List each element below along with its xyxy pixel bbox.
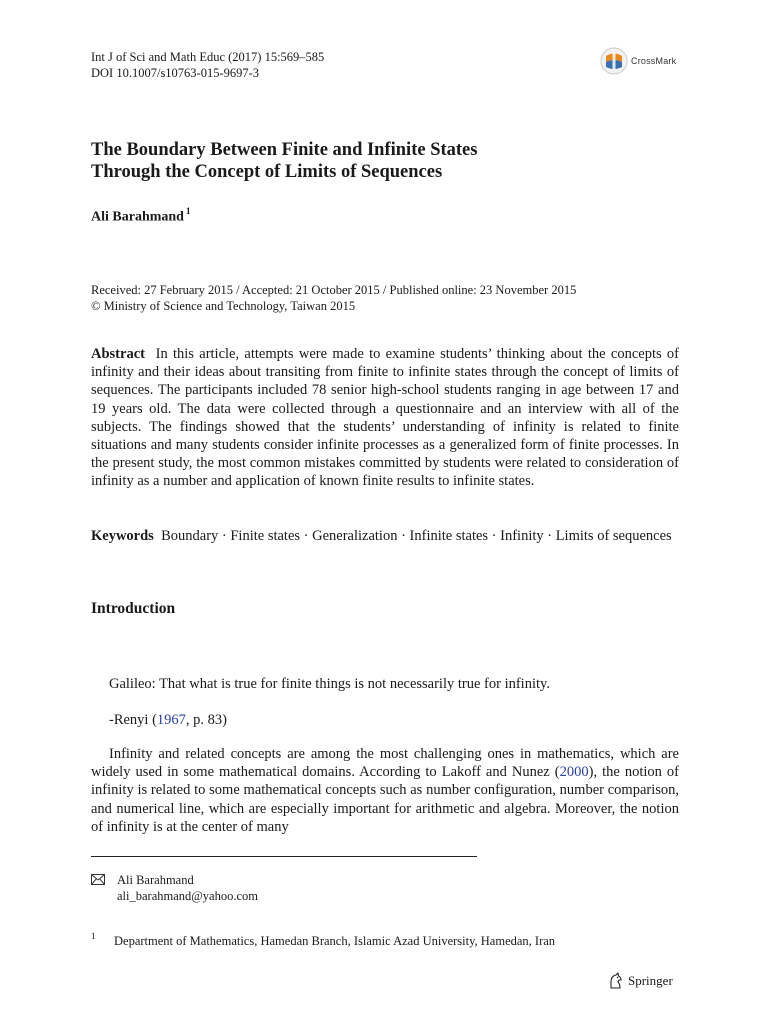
section-heading-introduction: Introduction bbox=[91, 600, 176, 617]
paper-title bbox=[91, 139, 477, 183]
publisher-logo bbox=[608, 972, 673, 990]
affiliation-footnote-marker: 1 bbox=[91, 931, 96, 941]
envelope-icon bbox=[91, 874, 105, 885]
intro-text-part-2: ), the notion of infinity is related to some mathematical concepts such as number configuration, number comparison, and numerical line, which are especially important for arithmetic and algebra. Moreover, the notion of infinity is at the center of many bbox=[91, 764, 680, 835]
epigraph-source bbox=[109, 712, 227, 729]
contact-name: Ali Barahmand bbox=[117, 873, 194, 887]
affiliation-footnote: Department of Mathematics, Hamedan Branch, Islamic Azad University, Hamedan, Iran bbox=[114, 934, 556, 948]
author-name: Ali Barahmand bbox=[91, 209, 184, 225]
author-affiliation-marker: 1 bbox=[185, 206, 191, 216]
keywords-label: Keywords bbox=[91, 528, 154, 544]
author-line bbox=[91, 207, 190, 226]
title-line-1: The Boundary Between Finite and Infinite States bbox=[91, 140, 478, 160]
copyright-line: © Ministry of Science and Technology, Taiwan 2015 bbox=[91, 299, 356, 313]
publisher-name: Springer bbox=[628, 973, 673, 988]
abstract-text: In this article, attempts were made to examine students’ thinking about the concepts of infinity and their ideas about transiting from finite to infinite states through the concept of limits of sequences. The participants included 78 senior high-school students ranging in age between 17 and 19 years old. The data were collected through a questionnaire and an interview with all of the subjects. The findings showed that the students’ understanding of infinity is related to finite situations and many students consider infinite processes as a generalized form of finite processes. In the present study, the most common mistakes committed by students were related to consideration of infinity as a number and application of known finite results to infinite states. bbox=[91, 346, 680, 490]
journal-line: Int J of Sci and Math Educ (2017) 15:569–585 bbox=[91, 50, 325, 64]
intro-text-part-1: Infinity and related concepts are among the most challenging ones in mathematics, which are widely used in some mathematical domains. According to Lakoff and Nunez ( bbox=[91, 746, 679, 781]
citation-link-lakoff-2000[interactable]: 2000 bbox=[559, 764, 589, 781]
abstract bbox=[91, 345, 679, 491]
contact-email[interactable]: ali_barahmand@yahoo.com bbox=[117, 889, 258, 903]
title-line-2: Through the Concept of Limits of Sequences bbox=[91, 162, 443, 182]
crossmark-label: CrossMark bbox=[631, 56, 677, 66]
epigraph-quote: Galileo: That what is true for finite things is not necessarily true for infinity. bbox=[109, 676, 550, 692]
intro-paragraph bbox=[91, 745, 679, 836]
quote-source-prefix: -Renyi ( bbox=[109, 712, 157, 728]
springer-horse-icon bbox=[608, 972, 624, 990]
abstract-label: Abstract bbox=[91, 346, 145, 362]
keywords bbox=[91, 527, 679, 545]
crossmark-icon bbox=[600, 47, 628, 75]
citation-link-renyi-1967[interactable]: 1967 bbox=[156, 712, 186, 728]
quote-source-suffix: , p. 83) bbox=[185, 712, 228, 728]
publication-dates bbox=[91, 282, 576, 314]
corresponding-author-contact bbox=[117, 872, 258, 904]
journal-citation bbox=[91, 49, 324, 81]
footnote-divider bbox=[91, 856, 477, 857]
crossmark-badge[interactable] bbox=[600, 47, 676, 75]
keywords-text: Boundary · Finite states · Generalization · Infinite states · Infinity · Limits of sequences bbox=[161, 528, 672, 544]
doi-line: DOI 10.1007/s10763-015-9697-3 bbox=[91, 66, 260, 80]
dates-line: Received: 27 February 2015 / Accepted: 21 October 2015 / Published online: 23 November 2015 bbox=[91, 283, 577, 297]
